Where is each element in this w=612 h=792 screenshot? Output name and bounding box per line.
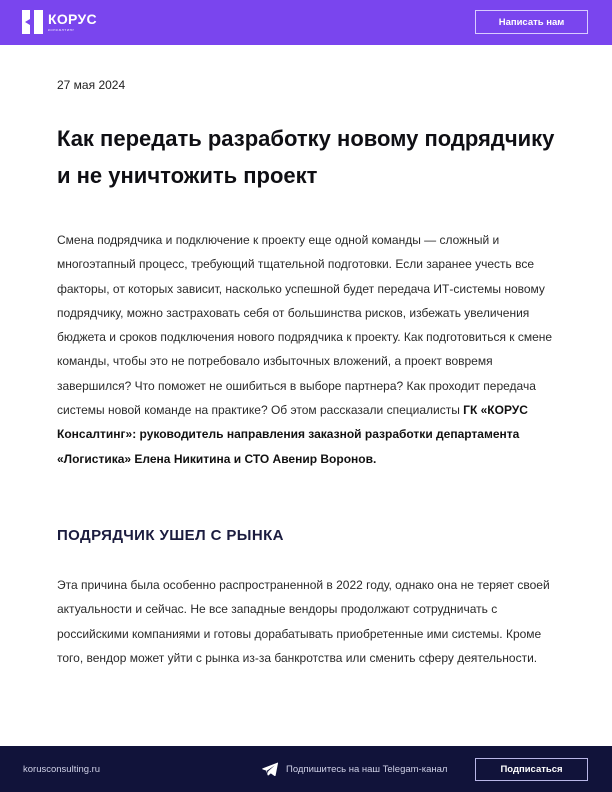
top-header: [0, 0, 612, 45]
article-title: Как передать разработку новому подрядчику и не уничтожить проект: [57, 126, 555, 188]
korus-logo-icon: [22, 10, 43, 34]
logo-text: [48, 12, 97, 32]
telegram-icon: [262, 762, 278, 776]
logo-subtitle: консалтинг: [48, 27, 75, 32]
section-heading: ПОДРЯДЧИК УШЕЛ С РЫНКА: [57, 527, 284, 544]
article-date: 27 мая 2024: [57, 78, 126, 92]
site-link[interactable]: korusconsulting.ru: [23, 764, 101, 775]
logo-name: КОРУС: [48, 11, 97, 27]
section-text: Эта причина была особенно распространенной в 2022 году, однако она не теряет своей актуальности и сейчас. Не все западные вендоры продолжают сотрудничать с российскими компаниями и готовы дорабатывать приобретенные ими системы. Кроме того, вендор может уйти с рынка из-за банкротства или сменить сферу деятельности.: [57, 578, 550, 665]
lead-text: Смена подрядчика и подключение к проекту еще одной команды — сложный и многоэтапный процесс, требующий тщательной подготовки. Если заранее учесть все факторы, от которых зависит, насколько успешной будет передача ИТ-системы новому подрядчику, можно застраховать себя от большинства рисков, избежать увеличения бюджета и сроков подключения нового подрядчика к проекту. Как подготовиться к смене команды, чтобы это не потребовало избыточных вложений, а проект вовремя завершился? Что поможет не ошибиться в выборе партнера? Как проходит передача системы новой команде на практике? Об этом рассказали специалисты: [57, 233, 553, 418]
lead-experts: ГК «КОРУС Консалтинг»: руководитель направления заказной разработки департамента «Логистика» Елена Никитина и СТО Авенир Воронов.: [57, 403, 528, 466]
contact-us-button[interactable]: Написать нам: [475, 10, 588, 34]
telegram-text: Подпишитесь на наш Telegam-канал: [286, 763, 448, 775]
subscribe-button[interactable]: Подписаться: [475, 758, 588, 781]
korus-logo[interactable]: [22, 10, 97, 34]
telegram-promo: [262, 762, 447, 776]
bottom-footer: [0, 746, 612, 792]
article-lead: [57, 228, 557, 471]
